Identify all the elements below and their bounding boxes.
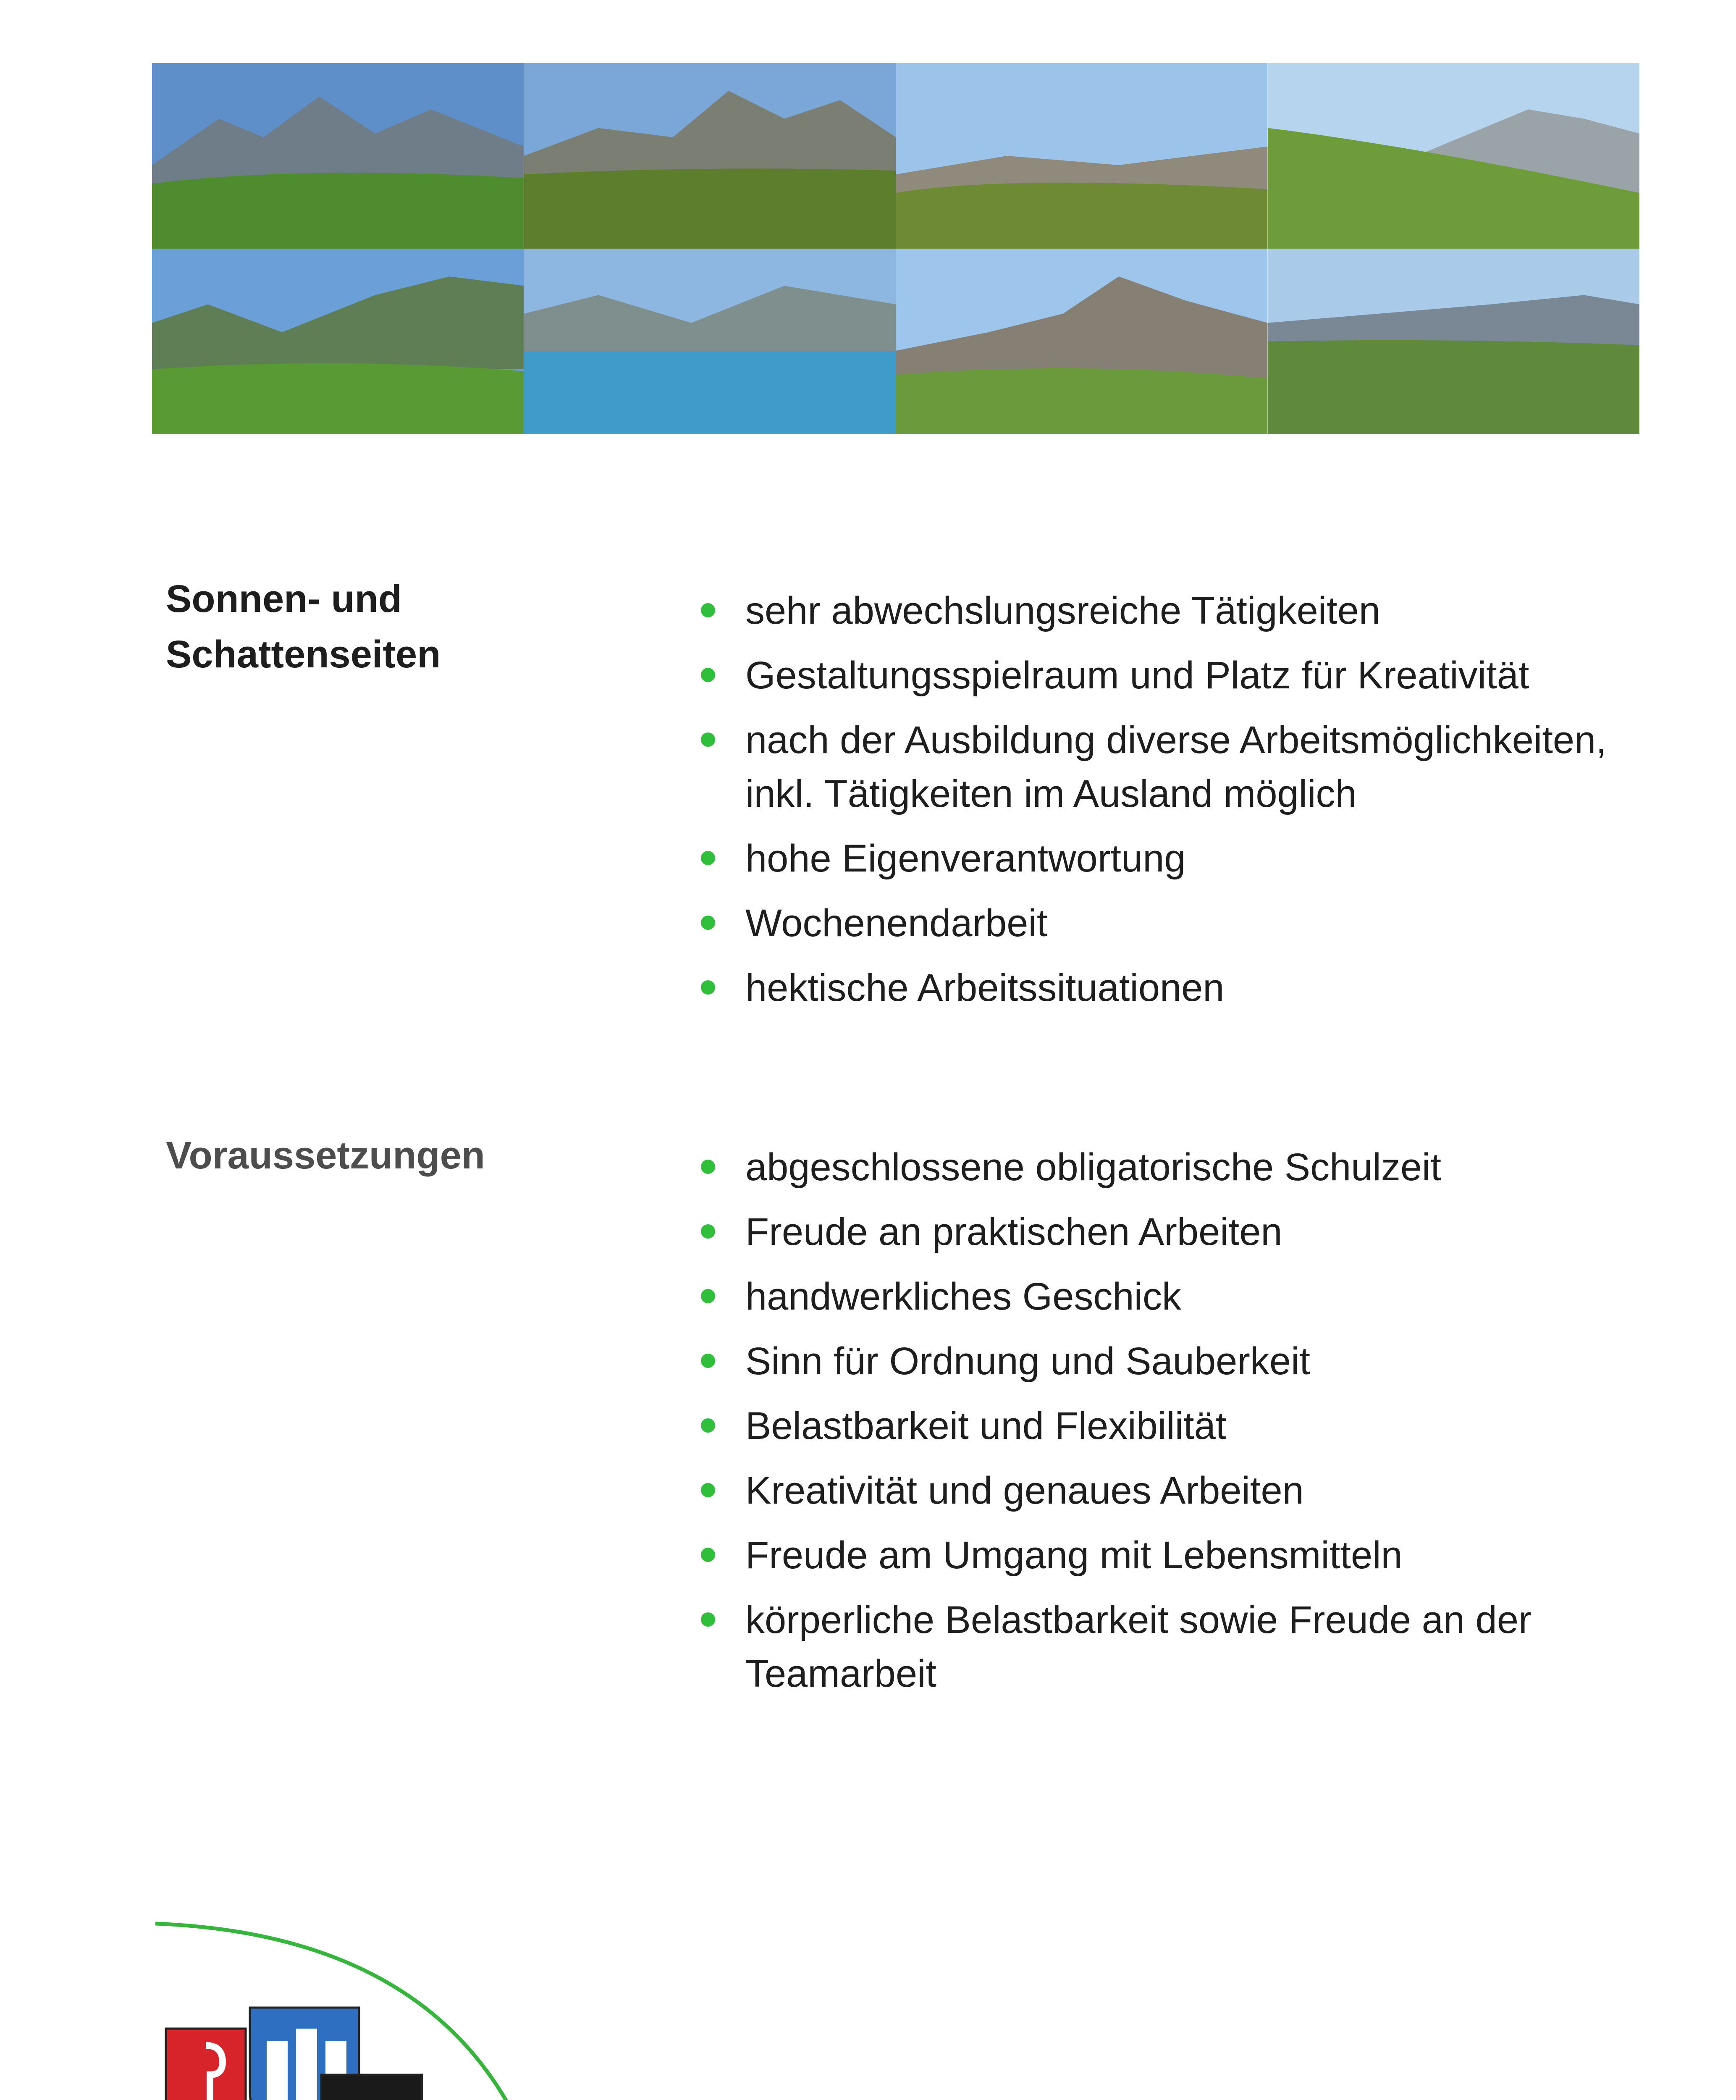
bullet-icon	[701, 603, 715, 617]
bullet-icon	[701, 1224, 715, 1239]
bullet-icon	[701, 851, 715, 865]
list-voraussetzungen	[699, 1140, 1640, 1712]
photo-bridge-valley	[152, 63, 524, 249]
bullet-icon	[701, 1612, 715, 1627]
bullet-icon	[701, 732, 715, 747]
bullet-icon	[701, 1354, 715, 1368]
municipal-coats-of-arms-logo	[162, 2003, 510, 2100]
bullet-icon	[701, 1483, 715, 1497]
list-item: handwerkliches Geschick	[699, 1270, 1640, 1323]
photo-lake-town	[524, 249, 896, 434]
bullet-icon	[701, 1418, 715, 1433]
heading-line: Voraussetzungen	[166, 1134, 485, 1177]
photo-village-peaks	[896, 249, 1268, 434]
list-item: hohe Eigenverantwortung	[699, 832, 1640, 885]
bullet-icon	[701, 1548, 715, 1562]
photo-castle-ruin	[896, 63, 1268, 249]
list-item: nach der Ausbildung diverse Arbeitsmöglichkeiten, inkl. Tätigkeiten im Ausland möglich	[699, 713, 1640, 821]
list-item: abgeschlossene obligatorische Schulzeit	[699, 1140, 1640, 1194]
photo-lake-village	[152, 249, 524, 434]
bullet-icon	[701, 980, 715, 995]
list-item: hektische Arbeitssituationen	[699, 961, 1640, 1015]
heading-line: Schattenseiten	[166, 633, 441, 676]
bullet-icon	[701, 916, 715, 930]
list-item: körperliche Belastbarkeit sowie Freude an der Teamarbeit	[699, 1593, 1640, 1701]
list-item: Kreativität und genaues Arbeiten	[699, 1464, 1640, 1517]
list-item: Freude am Umgang mit Lebensmitteln	[699, 1528, 1640, 1582]
list-item: Freude an praktischen Arbeiten	[699, 1205, 1640, 1259]
heading-line: Sonnen- und	[166, 578, 402, 620]
bullet-icon	[701, 668, 715, 682]
crest-goose-icon	[321, 2075, 422, 2100]
bullet-icon	[701, 1160, 715, 1174]
section-heading-voraussetzungen	[166, 1128, 485, 1183]
photo-banner	[152, 63, 1639, 434]
list-item: Gestaltungsspielraum und Platz für Kreativität	[699, 648, 1640, 702]
list-item: Sinn für Ordnung und Sauberkeit	[699, 1334, 1640, 1388]
bullet-icon	[701, 1289, 715, 1303]
crest-red-crozier-icon	[166, 2029, 246, 2100]
photo-rhine-valley	[1268, 249, 1640, 434]
section-heading-sonnen-schattenseiten	[166, 571, 441, 682]
photo-vineyard-mountain	[1268, 63, 1640, 249]
list-item: Belastbarkeit und Flexibilität	[699, 1399, 1640, 1453]
list-item: Wochenendarbeit	[699, 896, 1640, 950]
list-sonnen-schattenseiten	[699, 584, 1640, 1026]
photo-castle-valley	[524, 63, 896, 249]
list-item: sehr abwechslungsreiche Tätigkeiten	[699, 584, 1640, 638]
